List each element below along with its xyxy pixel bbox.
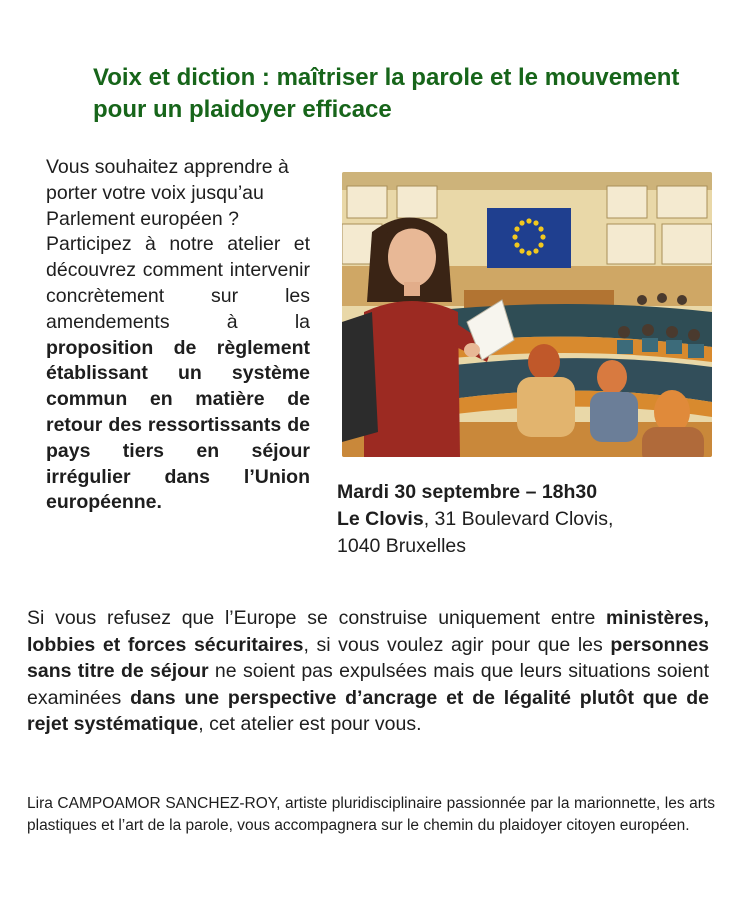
facilitator-bio: Lira CAMPOAMOR SANCHEZ-ROY, artiste pluridisciplinaire passionnée par la marionnette, les arts plastiques et l’art de la parole, vous accompagnera sur le chemin du plaidoyer citoyen européen. bbox=[27, 795, 715, 834]
event-city: 1040 Bruxelles bbox=[337, 535, 466, 557]
main-bold-1: ministères, lobbies et forces sécuritaires bbox=[27, 607, 709, 656]
intro-body bbox=[46, 232, 310, 516]
main-paragraph bbox=[27, 605, 709, 738]
eu-flag-icon bbox=[487, 208, 571, 268]
event-venue-line bbox=[337, 508, 613, 530]
main-bold-2: personnes sans titre de séjour bbox=[27, 633, 710, 682]
venue-address: , 31 Boulevard Clovis, bbox=[423, 508, 614, 530]
main-text-4: , cet atelier est pour vous. bbox=[198, 713, 422, 735]
page-title: Voix et diction : maîtriser la parole et le mouvement pour un plaidoyer efficace bbox=[93, 64, 680, 123]
main-text-3: ne soient pas expulsées mais que leurs situations soient examinées bbox=[27, 660, 709, 709]
parliament-illustration bbox=[342, 172, 712, 457]
event-details bbox=[337, 479, 707, 560]
intro-lead: Participez à notre atelier et découvrez comment intervenir concrètement sur les amendements à la bbox=[46, 233, 310, 333]
main-text-1: Si vous refusez que l’Europe se construise uniquement entre bbox=[27, 607, 607, 629]
event-date: Mardi 30 septembre – 18h30 bbox=[337, 481, 598, 503]
intro-question: Vous souhaitez apprendre à porter votre voix jusqu’au Parlement européen ? bbox=[46, 156, 289, 230]
main-text-2: , si vous voulez agir pour que les bbox=[303, 633, 611, 656]
intro-paragraph bbox=[46, 155, 310, 516]
venue-name: Le Clovis bbox=[337, 508, 424, 530]
main-bold-3: dans une perspective d’ancrage et de légalité plutôt que de rejet systématique bbox=[27, 686, 710, 735]
intro-regulation: proposition de règlement établissant un système commun en matière de retour des ressortissants de pays tiers en séjour irrégulier dans l’Union européenne. bbox=[46, 336, 310, 514]
